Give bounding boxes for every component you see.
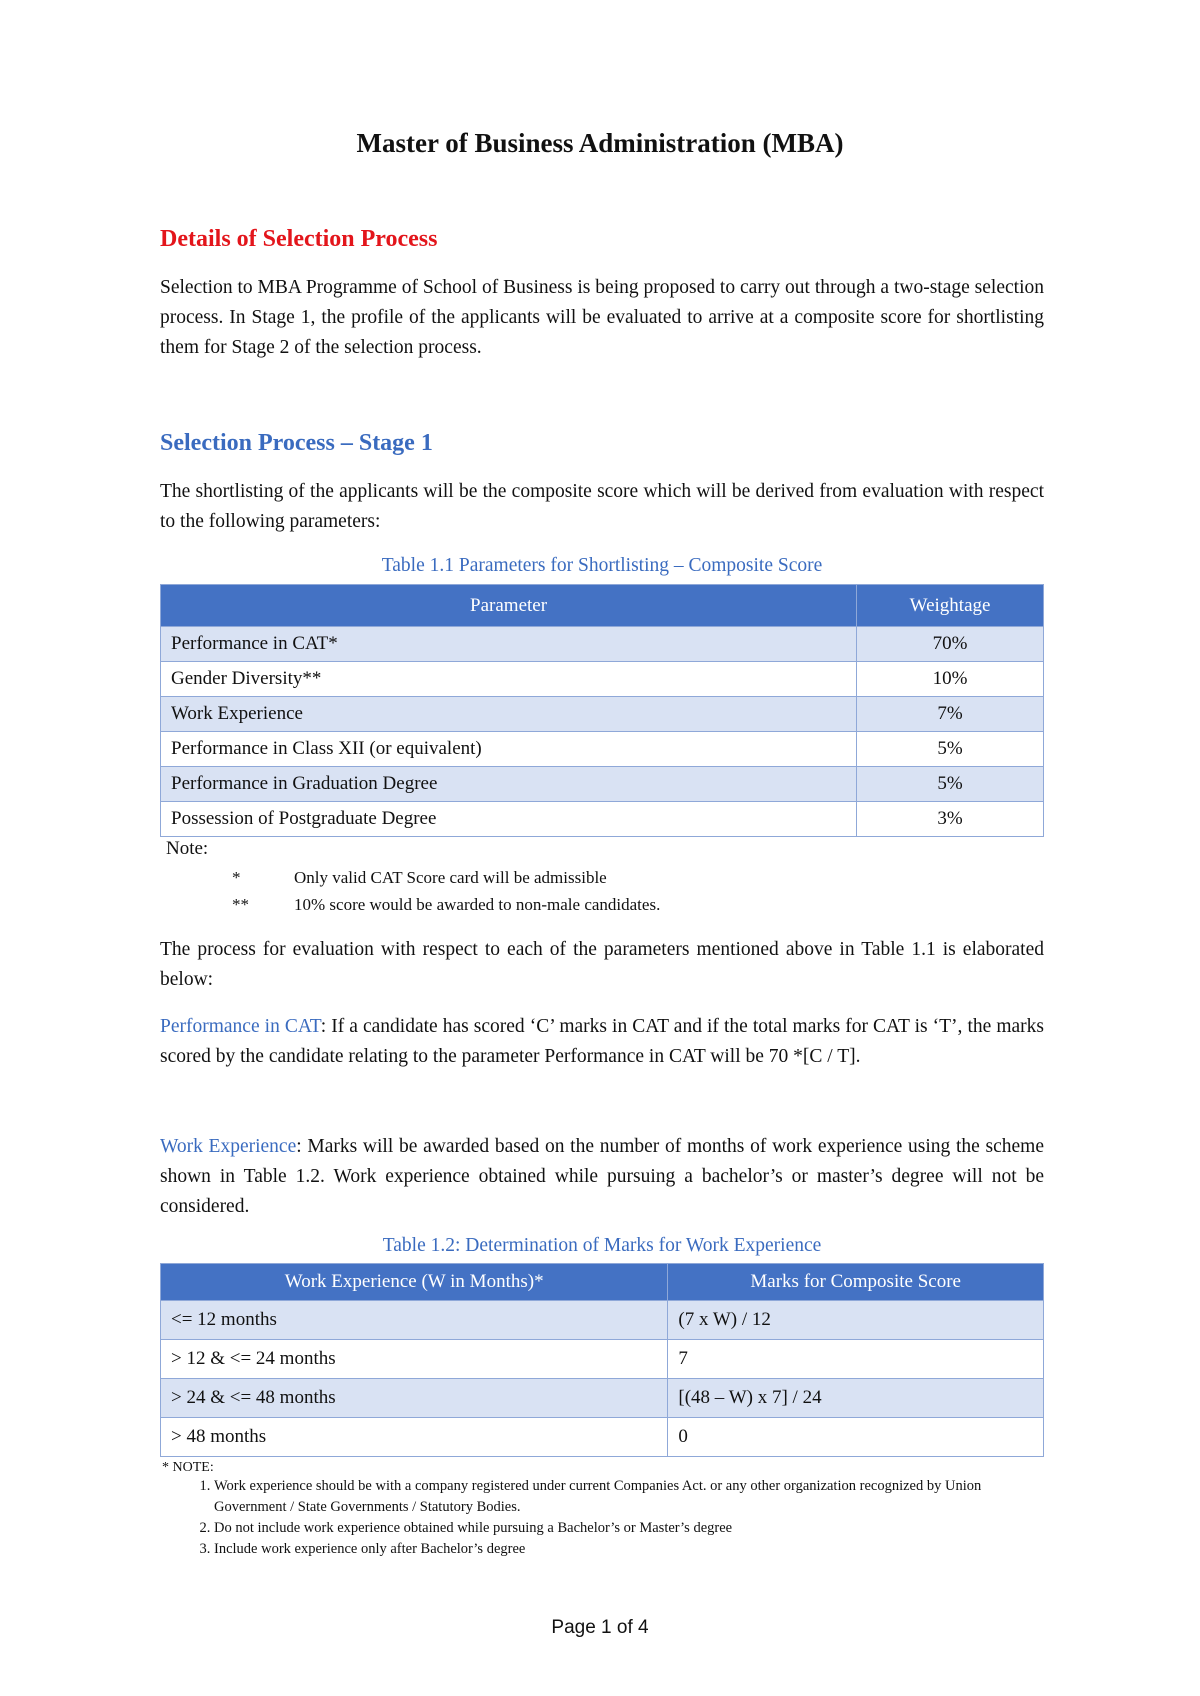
table-row bbox=[161, 1418, 1044, 1457]
list-item: 3. Include work experience only after Bachelor’s degree bbox=[214, 1539, 1014, 1560]
weightage-cell: 7% bbox=[857, 697, 1044, 732]
experience-cell: > 48 months bbox=[161, 1418, 668, 1457]
header-marks: Marks for Composite Score bbox=[668, 1264, 1044, 1301]
table-header-row bbox=[161, 1264, 1044, 1301]
table-row bbox=[161, 1379, 1044, 1418]
table-row bbox=[161, 697, 1044, 732]
table-row bbox=[161, 627, 1044, 662]
note-text: Only valid CAT Score card will be admissible bbox=[294, 868, 607, 887]
weightage-cell: 70% bbox=[857, 627, 1044, 662]
table-2-caption: Table 1.2: Determination of Marks for Work Experience bbox=[382, 1235, 822, 1256]
stage-1-intro-paragraph: The shortlisting of the applicants will be the composite score which will be derived from evaluation with respect to the following parameters: bbox=[160, 481, 1044, 532]
parameter-cell: Possession of Postgraduate Degree bbox=[161, 802, 857, 837]
parameter-cell: Performance in Class XII (or equivalent) bbox=[161, 732, 857, 767]
parameter-cell: Work Experience bbox=[161, 697, 857, 732]
experience-cell: <= 12 months bbox=[161, 1301, 668, 1340]
work-experience-table bbox=[160, 1263, 1044, 1457]
table-row bbox=[161, 1301, 1044, 1340]
work-experience-text: : Marks will be awarded based on the number of months of work experience using the scheme shown in Table 1.2. Work experience obtained while pursuing a bachelor’s or master’s degree will not be considered. bbox=[160, 1136, 1044, 1217]
note-marker: * bbox=[232, 868, 241, 887]
list-item: 2. Do not include work experience obtained while pursuing a Bachelor’s or Master’s degree bbox=[214, 1518, 1014, 1539]
parameter-cell: Performance in Graduation Degree bbox=[161, 767, 857, 802]
work-experience-label: Work Experience bbox=[160, 1136, 297, 1157]
experience-cell: > 24 & <= 48 months bbox=[161, 1379, 668, 1418]
table-row bbox=[161, 662, 1044, 697]
parameter-cell: Gender Diversity** bbox=[161, 662, 857, 697]
section-heading-selection-details: Details of Selection Process bbox=[160, 226, 438, 252]
marks-cell: 0 bbox=[668, 1418, 1044, 1457]
section-heading-stage-1: Selection Process – Stage 1 bbox=[160, 430, 433, 456]
work-experience-paragraph bbox=[160, 1132, 1044, 1222]
parameters-table bbox=[160, 584, 1044, 837]
cat-performance-label: Performance in CAT bbox=[160, 1016, 321, 1037]
note-marker: ** bbox=[232, 895, 249, 914]
weightage-cell: 3% bbox=[857, 802, 1044, 837]
experience-cell: > 12 & <= 24 months bbox=[161, 1340, 668, 1379]
table-row bbox=[161, 1340, 1044, 1379]
table-row bbox=[161, 732, 1044, 767]
work-note-label: * NOTE: bbox=[162, 1460, 214, 1475]
header-work-experience: Work Experience (W in Months)* bbox=[161, 1264, 668, 1301]
note-text: 10% score would be awarded to non-male candidates. bbox=[294, 895, 661, 914]
weightage-cell: 10% bbox=[857, 662, 1044, 697]
process-paragraph: The process for evaluation with respect to each of the parameters mentioned above in Table 1.1 is elaborated below: bbox=[160, 939, 1044, 990]
list-item: 1. Work experience should be with a company registered under current Companies Act. or any other organization recognized by Union Government / State Governments / Statutory Bodies. bbox=[214, 1476, 1014, 1518]
document-title: Master of Business Administration (MBA) bbox=[356, 128, 844, 158]
cat-performance-paragraph bbox=[160, 1012, 1044, 1072]
table-row bbox=[161, 767, 1044, 802]
weightage-cell: 5% bbox=[857, 767, 1044, 802]
header-parameter: Parameter bbox=[161, 585, 857, 627]
table-row bbox=[161, 802, 1044, 837]
note-item bbox=[232, 895, 660, 915]
work-notes-list bbox=[186, 1476, 1014, 1560]
header-weightage: Weightage bbox=[857, 585, 1044, 627]
page-number: Page 1 of 4 bbox=[551, 1617, 649, 1638]
weightage-cell: 5% bbox=[857, 732, 1044, 767]
marks-cell: 7 bbox=[668, 1340, 1044, 1379]
table-1-caption: Table 1.1 Parameters for Shortlisting – Composite Score bbox=[381, 555, 823, 576]
parameter-cell: Performance in CAT* bbox=[161, 627, 857, 662]
note-item bbox=[232, 868, 607, 888]
note-label: Note: bbox=[166, 838, 209, 859]
table-header-row bbox=[161, 585, 1044, 627]
cat-performance-text: : If a candidate has scored ‘C’ marks in CAT and if the total marks for CAT is ‘T’, the marks scored by the candidate relating to the parameter Performance in CAT will be 70 *[C / T]. bbox=[160, 1016, 1044, 1067]
marks-cell: [(48 – W) x 7] / 24 bbox=[668, 1379, 1044, 1418]
marks-cell: (7 x W) / 12 bbox=[668, 1301, 1044, 1340]
selection-intro-paragraph: Selection to MBA Programme of School of Business is being proposed to carry out through a two-stage selection process. In Stage 1, the profile of the applicants will be evaluated to arrive at a composite score for shortlisting them for Stage 2 of the selection process. bbox=[160, 277, 1044, 358]
